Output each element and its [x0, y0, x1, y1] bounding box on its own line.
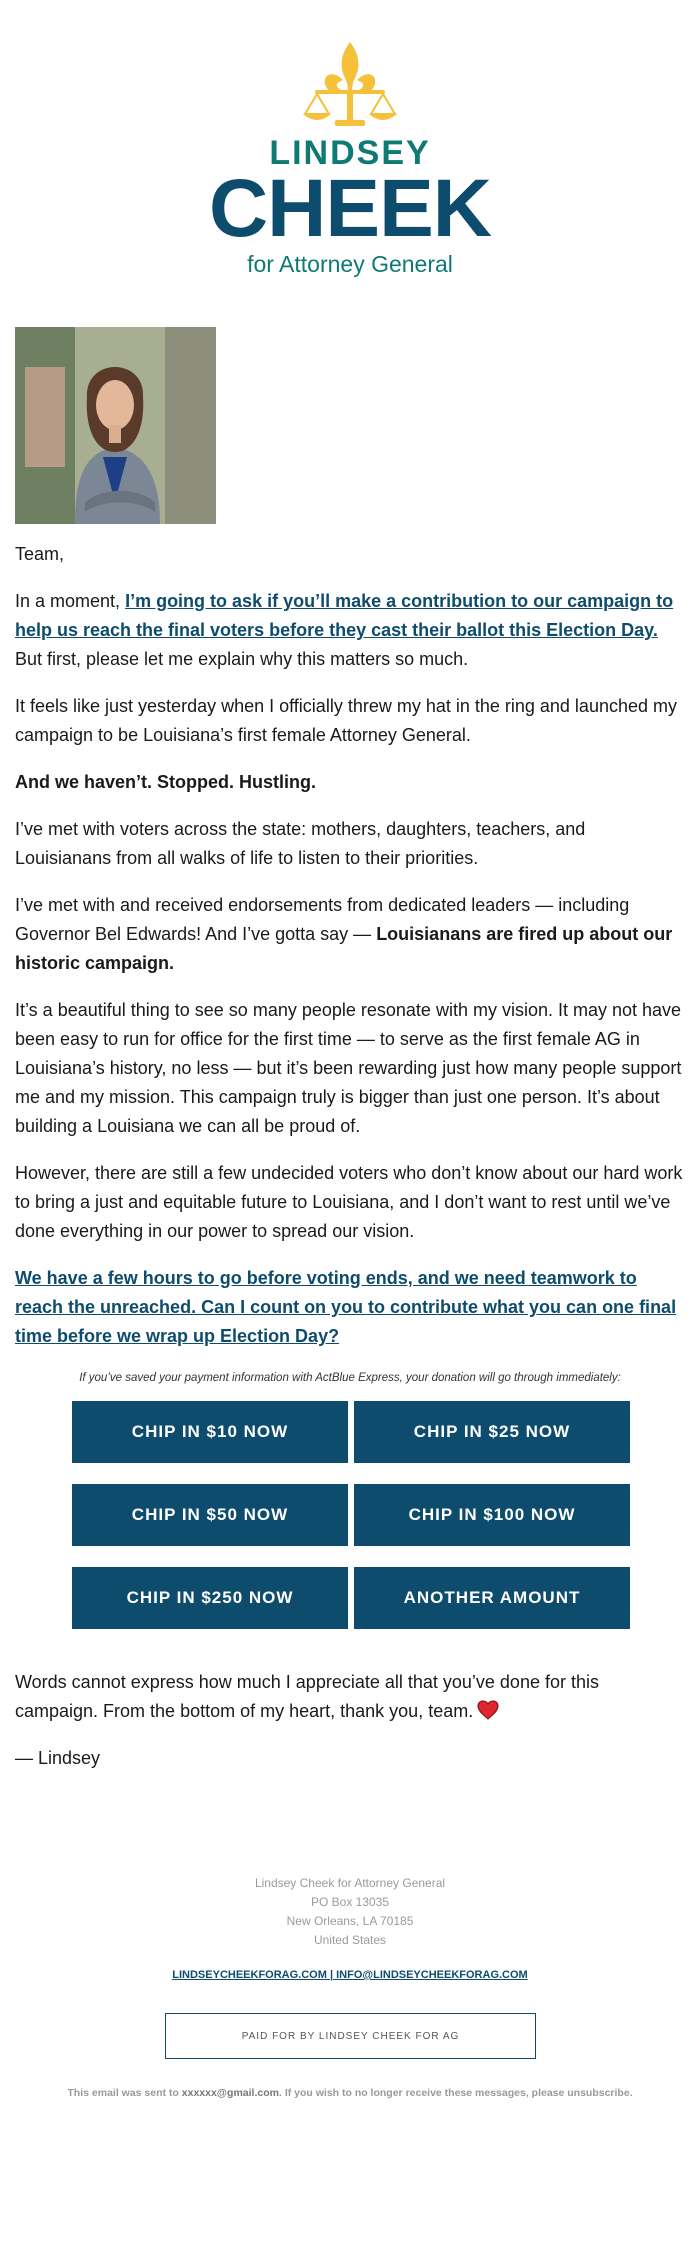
- endorsements-bold: Louisianans are fired up about our historic campaign.: [15, 924, 673, 973]
- another-amount-button[interactable]: ANOTHER AMOUNT: [354, 1567, 630, 1629]
- endorsements-text: I’ve met with and received endorsements from dedicated leaders — including Governor Bel Edwards! And I’ve gotta say —: [15, 895, 630, 944]
- paragraph-endorsements: [15, 891, 685, 978]
- logo-first-name: LINDSEY: [269, 134, 431, 172]
- paragraph-undecided: However, there are still a few undecided voters who don’t know about our hard work to bring a just and equitable future to Louisiana, and I don’t want to rest until we’ve done everything in our power to spread our vision.: [15, 1163, 683, 1241]
- contribute-link[interactable]: I’m going to ask if you’ll make a contribution to our campaign to help us reach the final voters before they cast their ballot this Election Day.: [15, 591, 674, 640]
- actblue-note: If you’ve saved your payment information with ActBlue Express, your donation will go through immediately:: [79, 1372, 621, 1384]
- candidate-photo: [15, 327, 216, 524]
- signoff: — Lindsey: [15, 1748, 101, 1768]
- footer-city: New Orleans, LA 70185: [286, 1914, 414, 1928]
- footer-link-separator: |: [329, 1969, 334, 1981]
- heart-icon: [477, 1700, 499, 1720]
- paragraph-intro: [15, 587, 685, 674]
- website-link[interactable]: LINDSEYCHEEKFORAG.COM: [172, 1969, 327, 1981]
- email-link[interactable]: INFO@LINDSEYCHEEKFORAG.COM: [336, 1969, 528, 1981]
- greeting: Team,: [15, 544, 65, 564]
- chip-in-25-button[interactable]: CHIP IN $25 NOW: [354, 1401, 630, 1463]
- email-body: [15, 540, 685, 1369]
- intro-text-end: But first, please let me explain why this matters so much.: [15, 649, 469, 669]
- footer: [0, 1874, 700, 1985]
- footer-org: Lindsey Cheek for Attorney General: [254, 1876, 446, 1890]
- footer-po-box: PO Box 13035: [310, 1895, 390, 1909]
- final-ask-link[interactable]: We have a few hours to go before voting ends, and we need teamwork to reach the unreached. Can I count on you to contribute what you can one final time before we wrap up Election Day?: [15, 1268, 677, 1346]
- fine-print-start: This email was sent to: [67, 2087, 182, 2099]
- closing-paragraph: [15, 1668, 685, 1726]
- logo-office: for Attorney General: [247, 251, 453, 277]
- footer-country: United States: [313, 1933, 387, 1947]
- paragraph-final-ask: [15, 1264, 685, 1351]
- unsubscribe-notice: [0, 2087, 700, 2099]
- fine-print-end[interactable]: . If you wish to no longer receive these messages, please unsubscribe.: [278, 2087, 633, 2099]
- paragraph-voters: I’ve met with voters across the state: mothers, daughters, teachers, and Louisianans from all walks of life to listen to their priorities.: [15, 819, 586, 868]
- chip-in-10-button[interactable]: CHIP IN $10 NOW: [72, 1401, 348, 1463]
- chip-in-100-button[interactable]: CHIP IN $100 NOW: [354, 1484, 630, 1546]
- closing-text: Words cannot express how much I appreciate all that you’ve done for this campaign. From the bottom of my heart, thank you, team.: [15, 1672, 599, 1721]
- paragraph-hustling: [15, 768, 685, 797]
- intro-text-start: In a moment,: [15, 591, 126, 611]
- campaign-logo: [0, 40, 700, 280]
- paragraph-vision: It’s a beautiful thing to see so many people resonate with my vision. It may not have been easy to run for office for the first time — to serve as the first female AG in Louisiana’s history, no less — but it’s been rewarding just how many people support me and my mission. This campaign truly is bigger than just one person. It’s about building a Louisiana we can all be proud of.: [15, 1000, 682, 1136]
- paid-for-box: PAID FOR BY LINDSEY CHEEK FOR AG: [165, 2013, 536, 2059]
- recipient-email: xxxxxx@gmail.com: [181, 2087, 279, 2099]
- chip-in-250-button[interactable]: CHIP IN $250 NOW: [72, 1567, 348, 1629]
- fleur-de-lis-scales-icon: [295, 40, 405, 130]
- chip-in-50-button[interactable]: CHIP IN $50 NOW: [72, 1484, 348, 1546]
- hustling-bold: And we haven’t. Stopped. Hustling.: [15, 772, 317, 792]
- logo-last-name: CHEEK: [208, 163, 492, 254]
- footer-links: [0, 1966, 700, 1985]
- paragraph-launch: It feels like just yesterday when I officially threw my hat in the ring and launched my campaign to be Louisiana’s first female Attorney General.: [15, 696, 677, 745]
- closing-section: [15, 1668, 685, 1791]
